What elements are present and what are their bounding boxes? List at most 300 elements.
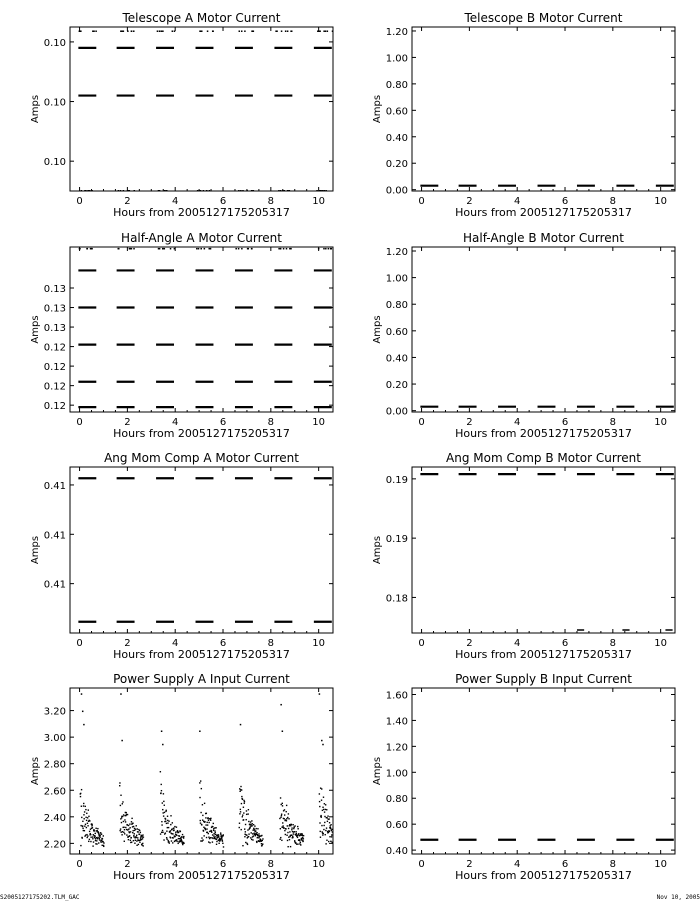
data-point — [250, 821, 251, 822]
data-point — [129, 835, 130, 836]
data-point — [166, 810, 167, 811]
data-point — [261, 845, 262, 846]
data-point — [90, 841, 91, 842]
data-point — [257, 837, 258, 838]
data-point — [82, 821, 83, 822]
x-tick-label: 2 — [124, 638, 131, 649]
y-tick-label: 2.40 — [43, 812, 66, 824]
data-point — [251, 190, 253, 192]
data-point — [172, 30, 174, 32]
data-point — [121, 817, 122, 818]
data-point — [324, 822, 325, 823]
data-point — [177, 843, 178, 844]
x-tick-label: 4 — [514, 859, 521, 870]
data-point — [142, 838, 143, 839]
data-point — [134, 190, 136, 192]
data-point — [276, 30, 278, 32]
data-point — [319, 30, 321, 32]
outlier-point — [120, 693, 122, 695]
data-point — [126, 834, 127, 835]
data-point — [126, 812, 127, 813]
data-point — [282, 805, 283, 806]
data-point — [167, 820, 168, 821]
x-tick-label: 8 — [267, 196, 275, 207]
data-point — [221, 835, 222, 836]
data-point — [88, 816, 89, 817]
data-point — [292, 824, 293, 825]
data-point — [287, 832, 288, 833]
x-tick-label: 10 — [312, 638, 326, 649]
data-point — [169, 842, 170, 843]
x-axis-label: Hours from 2005127175205317 — [455, 648, 632, 661]
data-point — [160, 771, 161, 772]
data-point — [170, 837, 171, 838]
data-point — [84, 190, 86, 192]
data-point — [289, 839, 290, 840]
data-point — [128, 839, 129, 840]
data-point — [287, 825, 288, 826]
data-point — [161, 832, 162, 833]
y-tick-label: 0.40 — [385, 846, 408, 858]
data-point — [242, 799, 243, 800]
data-point — [166, 839, 167, 840]
y-axis-label: Amps — [372, 315, 383, 344]
data-point — [175, 832, 176, 833]
data-point — [325, 830, 326, 831]
data-point — [286, 805, 287, 806]
data-point — [172, 833, 173, 834]
data-point — [323, 30, 325, 32]
data-point — [240, 809, 241, 810]
data-point — [331, 829, 332, 830]
data-point — [99, 839, 100, 840]
data-point — [86, 820, 87, 821]
chart-panel-4 — [372, 231, 675, 440]
y-tick-label: 2.80 — [43, 759, 66, 771]
data-point — [220, 834, 221, 835]
data-point — [92, 836, 93, 837]
data-point — [330, 248, 332, 250]
data-point — [317, 30, 319, 32]
x-tick-label: 8 — [267, 638, 275, 649]
data-point — [328, 818, 329, 819]
data-point — [124, 841, 125, 842]
data-point — [248, 836, 249, 837]
data-point — [201, 30, 203, 32]
data-point — [80, 825, 81, 826]
x-axis-label: Hours from 2005127175205317 — [455, 869, 632, 882]
data-point — [262, 838, 263, 839]
data-point — [321, 788, 322, 789]
data-point — [319, 822, 320, 823]
x-tick-label: 2 — [124, 417, 131, 428]
chart-title: Power Supply A Input Current — [113, 672, 290, 686]
x-tick-label: 8 — [609, 859, 617, 870]
data-point — [200, 248, 202, 250]
data-point — [206, 190, 208, 192]
data-point — [202, 815, 203, 816]
data-point — [168, 820, 169, 821]
data-point — [283, 248, 285, 250]
data-point — [87, 837, 88, 838]
data-point — [180, 831, 181, 832]
data-point — [183, 836, 184, 837]
plot-frame — [412, 688, 675, 854]
data-point — [289, 248, 291, 250]
data-point — [286, 820, 287, 821]
data-point — [247, 844, 248, 845]
data-point — [323, 825, 324, 826]
data-point — [85, 817, 86, 818]
x-tick-label: 6 — [561, 417, 569, 428]
data-point — [119, 830, 120, 831]
data-point — [321, 799, 322, 800]
data-point — [81, 806, 82, 807]
footer-left-label: S2005127175202.TLM_GAC — [0, 894, 80, 901]
data-point — [85, 806, 86, 807]
data-point — [328, 841, 329, 842]
data-point — [86, 827, 87, 828]
data-point — [287, 840, 288, 841]
data-point — [172, 822, 173, 823]
x-tick-label: 10 — [312, 196, 326, 207]
chart-panel-3 — [30, 231, 333, 440]
data-point — [216, 839, 217, 840]
data-point — [79, 248, 81, 250]
data-point — [204, 803, 205, 804]
data-point — [262, 843, 263, 844]
x-tick-label: 6 — [219, 196, 227, 207]
data-point — [207, 817, 208, 818]
data-point — [132, 832, 133, 833]
x-tick-label: 0 — [76, 417, 83, 428]
data-point — [245, 842, 246, 843]
data-point — [251, 820, 252, 821]
data-point — [284, 190, 286, 192]
data-point — [207, 832, 208, 833]
data-point — [133, 840, 134, 841]
data-point — [318, 248, 320, 250]
data-point — [280, 828, 281, 829]
data-point — [322, 810, 323, 811]
data-point — [162, 830, 163, 831]
data-point — [99, 838, 100, 839]
data-point — [296, 833, 297, 834]
data-point — [212, 841, 213, 842]
data-point — [215, 836, 216, 837]
data-point — [292, 836, 293, 837]
data-point — [214, 827, 215, 828]
y-tick-label: 1.60 — [385, 690, 408, 702]
data-point — [173, 829, 174, 830]
y-axis-label: Amps — [372, 94, 383, 124]
data-point — [290, 846, 291, 847]
data-point — [328, 248, 330, 250]
data-point — [323, 809, 324, 810]
data-point — [239, 823, 240, 824]
data-point — [326, 840, 327, 841]
data-point — [299, 840, 300, 841]
data-point — [242, 190, 244, 192]
data-point — [130, 840, 131, 841]
x-tick-label: 4 — [514, 417, 521, 428]
x-tick-label: 6 — [219, 638, 227, 649]
data-point — [282, 803, 283, 804]
x-axis-label: Hours from 2005127175205317 — [113, 648, 290, 661]
data-point — [286, 835, 287, 836]
data-point — [246, 190, 248, 192]
data-point — [103, 846, 104, 847]
data-point — [241, 248, 243, 250]
data-point — [127, 814, 128, 815]
y-tick-label: 0.12 — [43, 381, 66, 393]
data-point — [242, 845, 243, 846]
y-tick-label: 0.41 — [43, 530, 66, 542]
data-point — [83, 805, 84, 806]
data-point — [120, 30, 122, 32]
y-tick-label: 2.20 — [43, 839, 66, 851]
y-tick-label: 0.10 — [43, 157, 66, 169]
x-tick-label: 4 — [172, 859, 179, 870]
data-point — [164, 190, 166, 192]
data-point — [288, 813, 289, 814]
y-tick-label: 0.20 — [385, 159, 408, 171]
data-point — [319, 801, 320, 802]
chart-panel-6 — [372, 451, 675, 661]
data-point — [302, 833, 303, 834]
data-point — [122, 831, 123, 832]
data-point — [180, 841, 181, 842]
data-point — [176, 839, 177, 840]
data-point — [103, 835, 104, 836]
data-point — [216, 844, 217, 845]
data-point — [172, 837, 173, 838]
data-point — [120, 795, 121, 796]
data-point — [91, 190, 93, 192]
data-point — [95, 840, 96, 841]
data-point — [81, 789, 82, 790]
chart-title: Power Supply B Input Current — [455, 672, 632, 686]
outlier-point — [240, 724, 242, 726]
data-point — [303, 835, 304, 836]
data-point — [320, 815, 321, 816]
outlier-point — [322, 744, 324, 746]
data-point — [239, 30, 241, 32]
data-point — [97, 828, 98, 829]
data-point — [329, 822, 330, 823]
data-point — [93, 829, 94, 830]
x-tick-label: 10 — [312, 417, 326, 428]
x-axis-label: Hours from 2005127175205317 — [455, 427, 632, 440]
data-point — [330, 828, 331, 829]
data-point — [282, 190, 284, 192]
data-point — [134, 843, 135, 844]
data-point — [84, 830, 85, 831]
data-point — [321, 816, 322, 817]
y-tick-label: 1.40 — [385, 716, 408, 728]
data-point — [218, 843, 219, 844]
data-point — [243, 807, 244, 808]
data-point — [136, 845, 137, 846]
outlier-point — [282, 730, 284, 732]
data-point — [252, 833, 253, 834]
data-point — [120, 190, 122, 192]
data-point — [241, 796, 242, 797]
data-point — [87, 248, 89, 250]
data-point — [218, 836, 219, 837]
data-point — [320, 837, 321, 838]
data-point — [250, 837, 251, 838]
data-point — [281, 840, 282, 841]
y-tick-label: 0.12 — [43, 401, 66, 413]
data-point — [159, 30, 161, 32]
x-tick-label: 4 — [514, 196, 521, 207]
data-point — [118, 190, 120, 192]
data-point — [131, 818, 132, 819]
chart-title: Telescope B Motor Current — [464, 11, 623, 25]
data-point — [182, 834, 183, 835]
data-point — [297, 826, 298, 827]
x-tick-label: 8 — [609, 417, 617, 428]
outlier-point — [319, 693, 321, 695]
data-point — [325, 843, 326, 844]
data-point — [120, 828, 121, 829]
data-point — [324, 811, 325, 812]
data-point — [123, 190, 125, 192]
data-point — [297, 828, 298, 829]
data-point — [178, 838, 179, 839]
data-point — [246, 834, 247, 835]
data-point — [286, 248, 288, 250]
data-point — [93, 841, 94, 842]
x-tick-label: 0 — [418, 196, 425, 207]
data-point — [284, 830, 285, 831]
data-point — [327, 815, 328, 816]
data-point — [165, 818, 166, 819]
chart-title: Ang Mom Comp A Motor Current — [104, 451, 299, 465]
data-point — [316, 190, 318, 192]
data-point — [322, 190, 324, 192]
data-point — [246, 814, 247, 815]
data-point — [89, 820, 90, 821]
data-point — [203, 190, 205, 192]
data-point — [288, 828, 289, 829]
x-tick-label: 2 — [466, 417, 473, 428]
data-point — [297, 843, 298, 844]
data-point — [204, 821, 205, 822]
data-point — [330, 824, 331, 825]
data-point — [325, 834, 326, 835]
y-tick-label: 0.60 — [385, 820, 408, 832]
outlier-point — [121, 740, 123, 742]
data-point — [136, 825, 137, 826]
data-point — [280, 817, 281, 818]
data-point — [321, 825, 322, 826]
data-point — [140, 832, 141, 833]
data-point — [142, 843, 143, 844]
y-tick-label: 3.00 — [43, 733, 66, 745]
chart-panel-8 — [372, 672, 675, 882]
y-axis-label: Amps — [30, 535, 41, 565]
data-point — [213, 833, 214, 834]
data-point — [122, 803, 123, 804]
data-point — [179, 835, 180, 836]
data-point — [326, 827, 327, 828]
data-point — [96, 843, 97, 844]
data-point — [243, 819, 244, 820]
data-point — [164, 805, 165, 806]
data-point — [253, 190, 255, 192]
data-point — [324, 816, 325, 817]
data-point — [223, 834, 224, 835]
data-point — [170, 824, 171, 825]
data-point — [128, 825, 129, 826]
data-point — [323, 829, 324, 830]
data-point — [129, 827, 130, 828]
data-point — [209, 842, 210, 843]
data-point — [200, 780, 201, 781]
data-point — [138, 844, 139, 845]
data-point — [239, 827, 240, 828]
y-axis-label: Amps — [372, 535, 383, 565]
data-point — [209, 831, 210, 832]
data-point — [249, 827, 250, 828]
data-point — [281, 815, 282, 816]
data-point — [244, 803, 245, 804]
data-point — [287, 190, 289, 192]
data-point — [159, 190, 161, 192]
data-point — [142, 834, 143, 835]
data-point — [143, 836, 144, 837]
data-point — [92, 838, 93, 839]
data-point — [243, 812, 244, 813]
data-point — [280, 190, 282, 192]
data-point — [86, 834, 87, 835]
data-point — [102, 845, 103, 846]
data-point — [165, 820, 166, 821]
data-point — [220, 832, 221, 833]
data-point — [131, 30, 133, 32]
data-point — [205, 829, 206, 830]
data-point — [133, 248, 135, 250]
data-point — [92, 30, 94, 32]
y-tick-label: 1.00 — [385, 53, 408, 65]
data-point — [139, 834, 140, 835]
data-point — [171, 828, 172, 829]
data-point — [327, 821, 328, 822]
data-point — [163, 793, 164, 794]
data-point — [164, 812, 165, 813]
data-point — [140, 837, 141, 838]
data-point — [242, 814, 243, 815]
data-point — [92, 824, 93, 825]
data-point — [300, 842, 301, 843]
data-point — [293, 828, 294, 829]
x-tick-label: 10 — [654, 196, 668, 207]
data-point — [281, 30, 283, 32]
data-point — [100, 832, 101, 833]
y-tick-label: 0.19 — [385, 474, 408, 486]
data-point — [81, 817, 82, 818]
x-tick-label: 6 — [219, 859, 227, 870]
data-point — [170, 248, 172, 250]
data-point — [246, 819, 247, 820]
outlier-point — [161, 730, 163, 732]
y-tick-label: 0.18 — [385, 593, 408, 605]
data-point — [160, 833, 161, 834]
y-tick-label: 0.40 — [385, 132, 408, 144]
data-point — [101, 839, 102, 840]
